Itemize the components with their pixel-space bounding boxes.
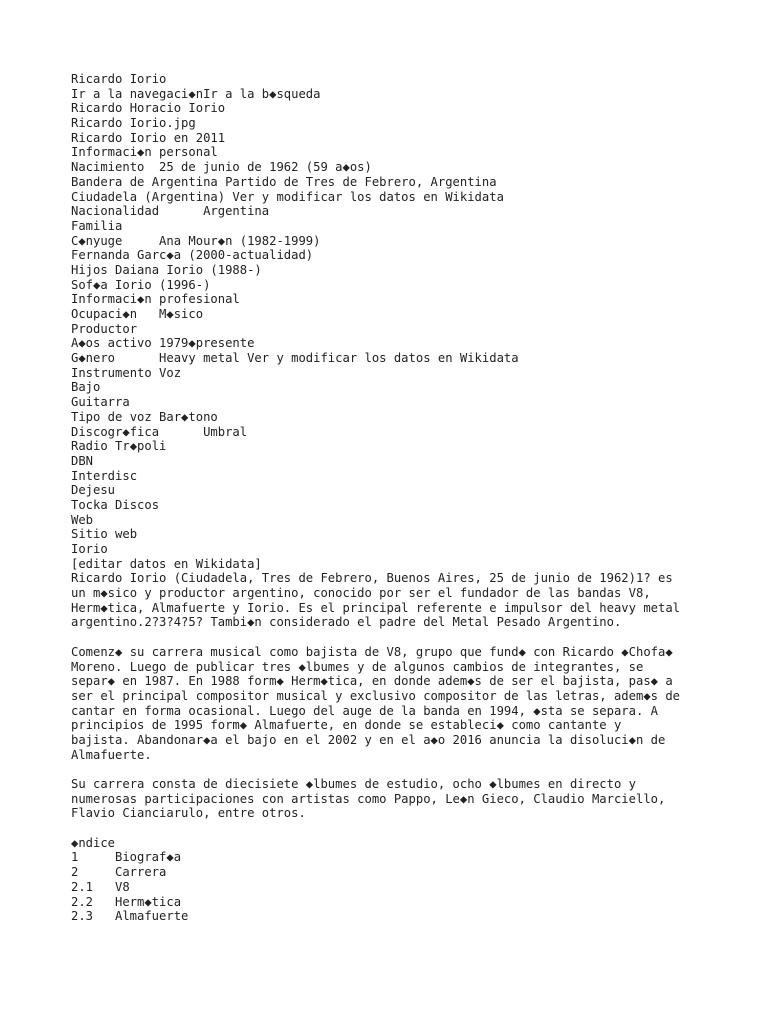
- paragraph-line: Ricardo Iorio (Ciudadela, Tres de Febrero, Buenos Aires, 25 de junio de 1962)1? es: [71, 571, 673, 586]
- paragraph-line: Su carrera consta de diecisiete ◆lbumes de estudio, ocho ◆lbumes en directo y: [71, 777, 636, 791]
- spacer: [71, 630, 731, 645]
- infobox-line: Iorio: [71, 542, 108, 556]
- paragraph-line: principios de 1995 form◆ Almafuerte, en donde se estableci◆ como cantante y: [71, 718, 622, 733]
- infobox-line: Nacionalidad Argentina: [71, 204, 270, 219]
- toc-item[interactable]: [71, 895, 731, 910]
- infobox-line: Ricardo Iorio en 2011: [71, 130, 226, 145]
- paragraph: [71, 777, 731, 821]
- paragraph: [71, 645, 731, 763]
- paragraph-line: un m◆sico y productor argentino, conocido por ser el fundador de las bandas V8,: [71, 586, 651, 601]
- infobox-line: Hijos Daiana Iorio (1988-): [71, 262, 262, 277]
- infobox-line: Bajo: [71, 380, 101, 395]
- infobox-line: A◆os activo 1979◆presente: [71, 336, 255, 351]
- infobox-line: Informaci◆n personal: [71, 145, 218, 160]
- infobox-line: Ir a la navegaci◆nIr a la b◆squeda: [71, 86, 321, 101]
- spacer: [71, 821, 731, 836]
- paragraph: [71, 571, 731, 630]
- spacer: [71, 762, 731, 777]
- infobox-line: [editar datos en Wikidata]: [71, 556, 262, 571]
- toc-item-label: Carrera: [115, 865, 167, 880]
- toc-item-number: 2.3: [71, 909, 94, 924]
- infobox-line: Instrumento Voz: [71, 365, 182, 380]
- paragraph-line: Herm◆tica, Almafuerte y Iorio. Es el principal referente e impulsor del heavy metal: [71, 600, 681, 615]
- toc-heading: ◆ndice: [71, 835, 116, 850]
- infobox-line: Informaci◆n profesional: [71, 292, 240, 307]
- paragraph-line: Moreno. Luego de publicar tres ◆lbumes y de algunos cambios de integrantes, se: [71, 659, 644, 674]
- infobox-line: Web: [71, 512, 94, 527]
- toc-item-label: Herm◆tica: [115, 894, 182, 909]
- infobox-line: Interdisc: [71, 468, 138, 483]
- infobox-line: Radio Tr◆poli: [71, 439, 167, 454]
- toc-item-label: Biograf◆a: [115, 850, 182, 865]
- paragraph-line: bajista. Abandonar◆a el bajo en el 2002 y en el a◆o 2016 anuncia la disoluci◆n de: [71, 732, 666, 747]
- infobox-line: Sitio web: [71, 527, 138, 542]
- infobox-line: Ricardo Iorio: [71, 72, 167, 86]
- toc-item[interactable]: [71, 850, 731, 865]
- infobox-line: Guitarra: [71, 395, 130, 410]
- paragraph-line: separ◆ en 1987. En 1988 form◆ Herm◆tica, en donde adem◆s de ser el bajista, pas◆ a: [71, 674, 673, 689]
- infobox-line: Productor: [71, 321, 138, 336]
- toc-item-label: Almafuerte: [115, 909, 189, 924]
- infobox-line: Ricardo Iorio.jpg: [71, 116, 196, 131]
- infobox-line: Fernanda Garc◆a (2000-actualidad): [71, 248, 314, 263]
- toc-item[interactable]: [71, 865, 731, 880]
- toc-item-number: 1: [71, 850, 79, 865]
- paragraph-line: Comenz◆ su carrera musical como bajista de V8, grupo que fund◆ con Ricardo ◆Chofa◆: [71, 644, 673, 659]
- article-body: [71, 571, 731, 821]
- infobox-line: Tipo de voz Bar◆tono: [71, 409, 218, 424]
- infobox-line: Nacimiento 25 de junio de 1962 (59 a◆os): [71, 160, 372, 175]
- infobox-line: Ciudadela (Argentina) Ver y modificar los datos en Wikidata: [71, 189, 504, 204]
- paragraph-line: ser el principal compositor musical y exclusivo compositor de las letras, adem◆s de: [71, 688, 681, 703]
- infobox-line: Familia: [71, 218, 123, 233]
- infobox-line: Tocka Discos: [71, 497, 160, 512]
- toc-item-number: 2.1: [71, 879, 94, 894]
- infobox-line: C◆nyuge Ana Mour◆n (1982-1999): [71, 233, 321, 248]
- table-of-contents: [71, 836, 731, 924]
- infobox-line: G◆nero Heavy metal Ver y modificar los datos en Wikidata: [71, 351, 519, 366]
- infobox-line: Dejesu: [71, 483, 116, 498]
- toc-item-number: 2: [71, 865, 79, 880]
- infobox-line: Ocupaci◆n M◆sico: [71, 307, 204, 321]
- toc-item[interactable]: [71, 880, 731, 895]
- infobox-line: Bandera de Argentina Partido de Tres de Febrero, Argentina: [71, 174, 497, 189]
- infobox-line: Sof◆a Iorio (1996-): [71, 277, 211, 292]
- paragraph-line: numerosas participaciones con artistas como Pappo, Le◆n Gieco, Claudio Marciello,: [71, 791, 666, 806]
- infobox-line: Ricardo Horacio Iorio: [71, 101, 226, 116]
- toc-item-number: 2.2: [71, 894, 94, 909]
- paragraph-line: cantar en forma ocasional. Luego del auge de la banda en 1994, ◆sta se separa. A: [71, 703, 658, 718]
- document-page: [71, 72, 731, 924]
- paragraph-line: argentino.2?3?4?5? Tambi◆n considerado el padre del Metal Pesado Argentino.: [71, 615, 622, 630]
- paragraph-line: Almafuerte.: [71, 747, 152, 762]
- infobox-line: DBN: [71, 453, 94, 468]
- paragraph-line: Flavio Cianciarulo, entre otros.: [71, 806, 306, 821]
- infobox-line: Discogr◆fica Umbral: [71, 424, 248, 439]
- infobox-block: [71, 72, 731, 571]
- toc-item[interactable]: [71, 909, 731, 924]
- toc-item-label: V8: [115, 879, 130, 894]
